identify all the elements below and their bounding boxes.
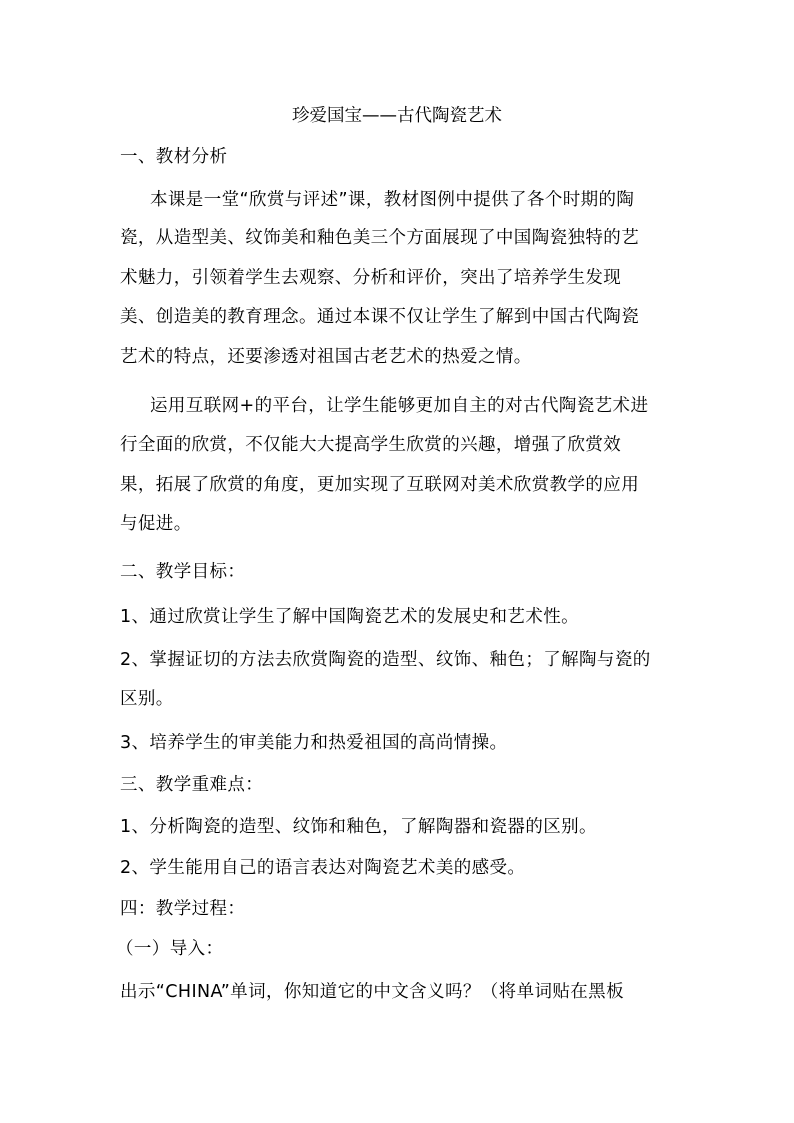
goal-item: 1、通过欣赏让学生了解中国陶瓷艺术的发展史和艺术性。: [120, 607, 580, 627]
heading-teaching-process: 四：教学过程：: [120, 899, 246, 919]
goal-item: 2、掌握证切的方法去欣赏陶瓷的造型、纹饰、釉色；了解陶与瓷的: [120, 650, 651, 670]
heading-key-points: 三、教学重难点：: [120, 775, 264, 795]
paragraph-line: 艺术的特点，还要渗透对祖国古老艺术的热爱之情。: [120, 347, 532, 367]
paragraph-line: 美、创造美的教育理念。通过本课不仅让学生了解到中国古代陶瓷: [120, 307, 640, 327]
paragraph-line: 瓷，从造型美、纹饰美和釉色美三个方面展现了中国陶瓷独特的艺: [120, 228, 640, 248]
paragraph-line: 本课是一堂“欣赏与评述”课，教材图例中提供了各个时期的陶: [150, 190, 635, 210]
paragraph-line: 术魅力，引领着学生去观察、分析和评价，突出了培养学生发现: [120, 268, 622, 288]
heading-teaching-goals: 二、教学目标：: [120, 562, 246, 582]
paragraph-line: 行全面的欣赏，不仅能大大提高学生欣赏的兴趣，增强了欣赏效: [120, 435, 622, 455]
heading-textbook-analysis: 一、教材分析: [120, 147, 228, 167]
key-point-item: 2、学生能用自己的语言表达对陶瓷艺术美的感受。: [120, 858, 526, 878]
document-title: 珍爱国宝——古代陶瓷艺术: [292, 106, 502, 126]
goal-item: 3、培养学生的审美能力和热爱祖国的高尚情操。: [120, 733, 508, 753]
key-point-item: 1、分析陶瓷的造型、纹饰和釉色，了解陶器和瓷器的区别。: [120, 817, 597, 837]
paragraph-line: 出示“CHINA”单词，你知道它的中文含义吗？（将单词贴在黑板: [120, 982, 624, 1002]
paragraph-line: 运用互联网+的平台，让学生能够更加自主的对古代陶瓷艺术进: [150, 396, 649, 416]
paragraph-line: 果，拓展了欣赏的角度，更加实现了互联网对美术欣赏教学的应用: [120, 475, 640, 495]
subheading-introduction: （一）导入：: [116, 939, 224, 959]
paragraph-line: 与促进。: [120, 514, 192, 534]
goal-item-continued: 区别。: [120, 689, 174, 709]
